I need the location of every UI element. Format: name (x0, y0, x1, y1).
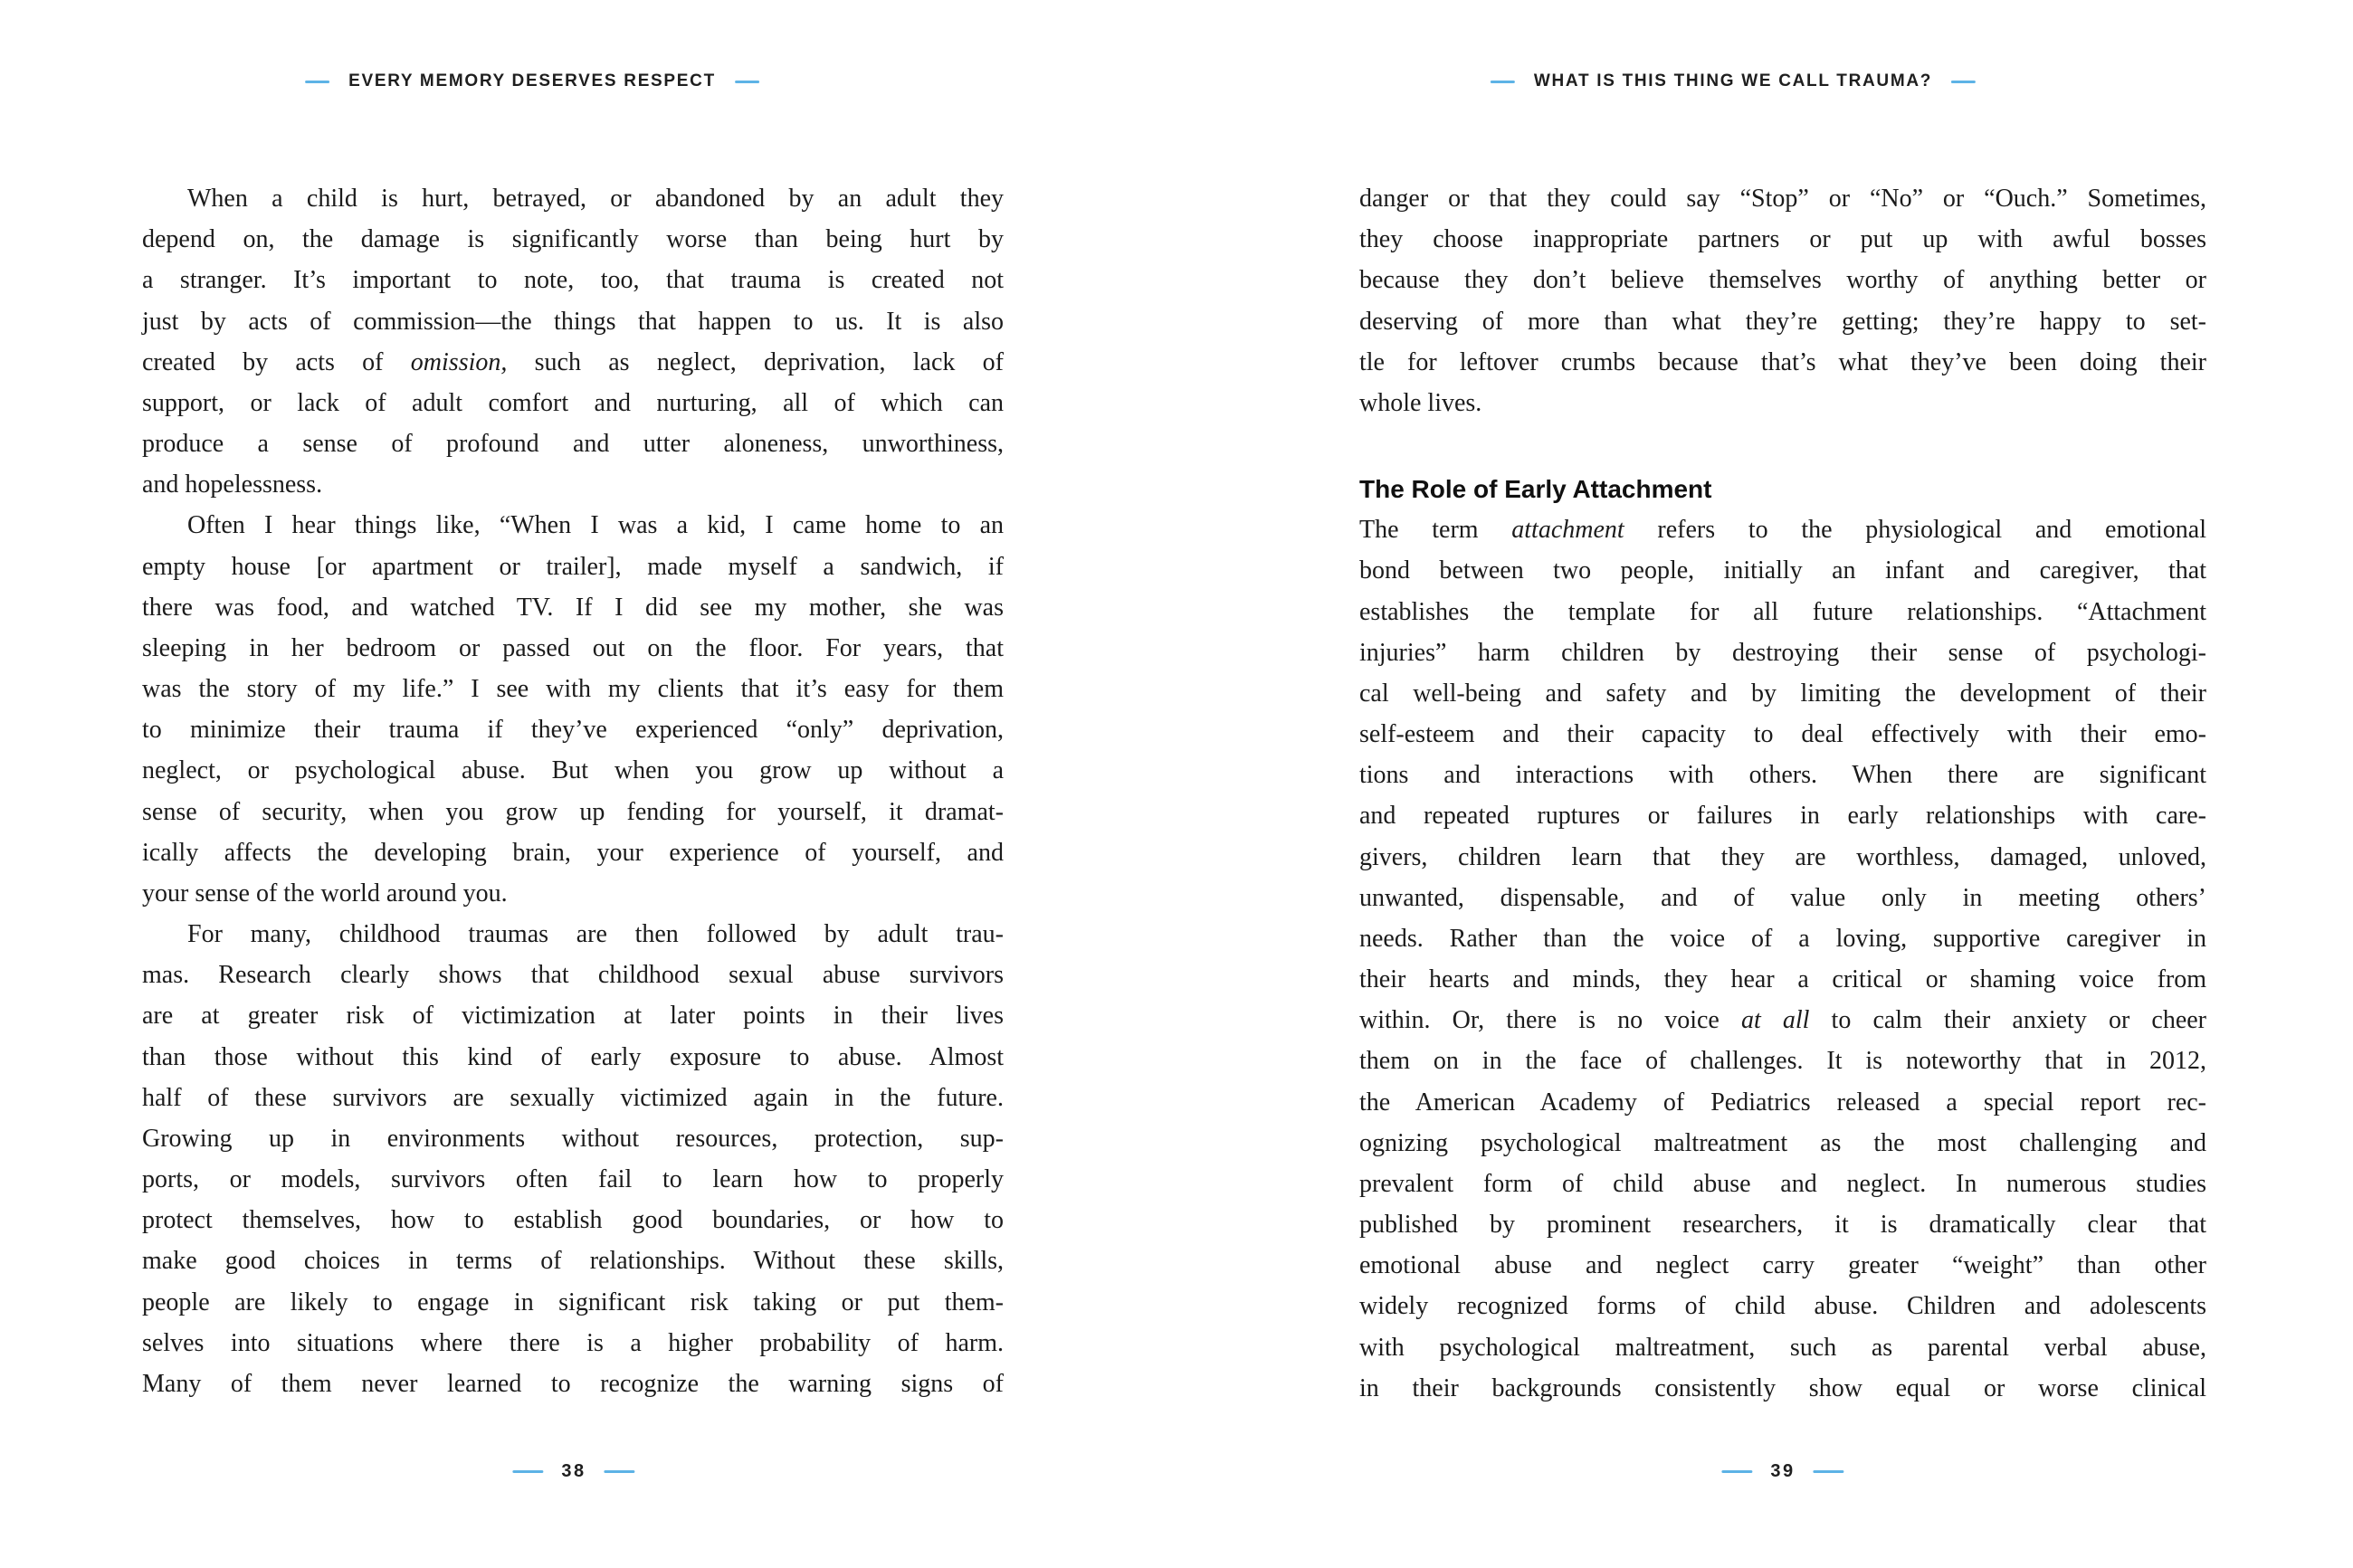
accent-dash-icon (605, 1470, 635, 1473)
text-line: Often I hear things like, “When I was a kid, I came home to an (187, 511, 1004, 540)
text-line: a stranger. It’s important to note, too, that trauma is created not (142, 266, 1004, 295)
text-line: The term attachment refers to the physiological and emotional (1359, 516, 2206, 545)
text-line: injuries” harm children by destroying their sense of psychologi- (1359, 638, 2206, 667)
running-head-title: WHAT IS THIS THING WE CALL TRAUMA? (1533, 71, 1933, 90)
text-line: was the story of my life.” I see with my clients that it’s easy for them (142, 675, 1004, 704)
text-line: self-esteem and their capacity to deal effectively with their emo- (1359, 720, 2206, 749)
page-number-left (512, 1461, 634, 1482)
text-line: because they don’t believe themselves worthy of anything better or (1359, 266, 2206, 295)
text-line: them on in the face of challenges. It is noteworthy that in 2012, (1359, 1047, 2206, 1076)
text-line: danger or that they could say “Stop” or “No” or “Ouch.” Sometimes, (1359, 185, 2206, 213)
text-line: published by prominent researchers, it is dramatically clear that (1359, 1211, 2206, 1240)
text-line: cal well-being and safety and by limiting the development of their (1359, 679, 2206, 708)
text-line: givers, children learn that they are worthless, damaged, unloved, (1359, 842, 2206, 871)
text-line: they choose inappropriate partners or put up with awful bosses (1359, 225, 2206, 254)
text-line: whole lives. (1359, 388, 1482, 417)
text-line: prevalent form of child abuse and neglect. In numerous studies (1359, 1169, 2206, 1198)
text-line: needs. Rather than the voice of a loving, supportive caregiver in (1359, 924, 2206, 953)
text-line: For many, childhood traumas are then followed by adult trau- (187, 920, 1004, 949)
text-line: half of these survivors are sexually victimized again in the future. (142, 1083, 1004, 1112)
text-line: tle for leftover crumbs because that’s what they’ve been doing their (1359, 347, 2206, 376)
text-line: ically affects the developing brain, your experience of yourself, and (142, 838, 1004, 867)
accent-dash-icon (512, 1470, 543, 1473)
text-line: to minimize their trauma if they’ve experienced “only” deprivation, (142, 716, 1004, 745)
text-line: created by acts of omission, such as neglect, deprivation, lack of (142, 347, 1005, 376)
text-line: the American Academy of Pediatrics released a special report rec- (1359, 1088, 2206, 1117)
accent-dash-icon (1951, 81, 1976, 83)
text-line: sense of security, when you grow up fending for yourself, it dramat- (142, 797, 1004, 826)
paragraph (142, 914, 1004, 1404)
text-line: protect themselves, how to establish good boundaries, or how to (142, 1206, 1004, 1235)
running-head-left (305, 71, 759, 92)
text-line: depend on, the damage is significantly worse than being hurt by (142, 225, 1004, 254)
running-head-right (1491, 71, 1976, 92)
text-line: sleeping in her bedroom or passed out on the floor. For years, that (142, 633, 1004, 662)
text-line: neglect, or psychological abuse. But when you grow up without a (142, 756, 1004, 785)
text-line: than those without this kind of early exposure to abuse. Almost (142, 1042, 1004, 1071)
paragraph (1359, 178, 2206, 423)
text-line: just by acts of commission—the things that happen to us. It is also (142, 307, 1004, 336)
text-line: with psychological maltreatment, such as parental verbal abuse, (1359, 1333, 2206, 1362)
text-line: ognizing psychological maltreatment as the most challenging and (1359, 1128, 2206, 1157)
text-line: your sense of the world around you. (142, 879, 508, 908)
folio-number: 38 (561, 1461, 586, 1481)
accent-dash-icon (1814, 1470, 1844, 1473)
text-line: and repeated ruptures or failures in early relationships with care- (1359, 802, 2206, 831)
text-line: produce a sense of profound and utter aloneness, unworthiness, (142, 430, 1004, 459)
text-line: mas. Research clearly shows that childhood sexual abuse survivors (142, 961, 1004, 990)
text-line: make good choices in terms of relationships. Without these skills, (142, 1247, 1004, 1276)
text-line: in their backgrounds consistently show equal or worse clinical (1359, 1373, 2206, 1402)
page-number-right (1721, 1461, 1843, 1482)
paragraph (1359, 509, 2206, 1409)
text-line: Growing up in environments without resources, protection, sup- (142, 1124, 1004, 1153)
text-line: empty house [or apartment or trailer], made myself a sandwich, if (142, 552, 1004, 581)
text-line: Many of them never learned to recognize the warning signs of (142, 1369, 1004, 1398)
accent-dash-icon (735, 81, 759, 83)
text-line: are at greater risk of victimization at later points in their lives (142, 1002, 1004, 1031)
section-heading: The Role of Early Attachment (1359, 475, 1712, 504)
text-line: selves into situations where there is a higher probability of harm. (142, 1328, 1004, 1357)
accent-dash-icon (305, 81, 329, 83)
text-line: deserving of more than what they’re getting; they’re happy to set- (1359, 307, 2206, 336)
text-line: establishes the template for all future relationships. “Attachment (1359, 597, 2206, 626)
folio-number: 39 (1770, 1461, 1796, 1481)
text-line: support, or lack of adult comfort and nurturing, all of which can (142, 388, 1004, 417)
text-line: and hopelessness. (142, 470, 323, 499)
accent-dash-icon (1491, 81, 1515, 83)
text-line: within. Or, there is no voice at all to calm their anxiety or cheer (1359, 1006, 2206, 1035)
page-body-left (142, 178, 1004, 1404)
running-head-title: EVERY MEMORY DESERVES RESPECT (348, 71, 716, 90)
text-line: When a child is hurt, betrayed, or abandoned by an adult they (187, 185, 1004, 213)
text-line: widely recognized forms of child abuse. Children and adolescents (1359, 1292, 2206, 1321)
text-line: emotional abuse and neglect carry greater “weight” than other (1359, 1251, 2206, 1280)
text-line: people are likely to engage in significant risk taking or put them- (142, 1288, 1004, 1316)
text-line: bond between two people, initially an infant and caregiver, that (1359, 556, 2206, 585)
paragraph (142, 505, 1004, 914)
text-line: tions and interactions with others. When there are significant (1359, 761, 2206, 790)
accent-dash-icon (1721, 1470, 1752, 1473)
paragraph (142, 178, 1004, 505)
text-line: there was food, and watched TV. If I did see my mother, she was (142, 593, 1004, 622)
page-body-right (1359, 178, 2206, 1409)
text-line: unwanted, dispensable, and of value only in meeting others’ (1359, 883, 2206, 912)
text-line: ports, or models, survivors often fail to learn how to properly (142, 1165, 1004, 1194)
text-line: their hearts and minds, they hear a critical or shaming voice from (1359, 965, 2206, 994)
